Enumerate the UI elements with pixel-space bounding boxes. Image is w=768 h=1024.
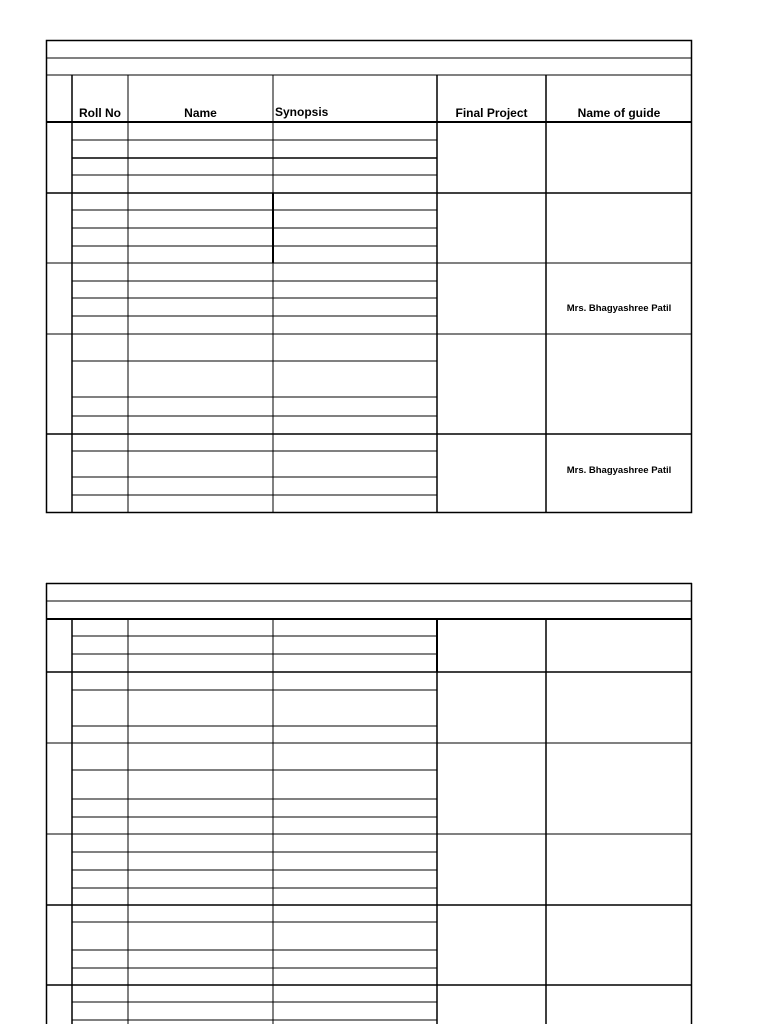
- project-table-1: [46, 40, 692, 513]
- guide-name-cell: Mrs. Bhagyashree Patil: [566, 465, 672, 476]
- header-roll-no: Roll No: [79, 106, 121, 120]
- guide-name-cell: Mrs. Bhagyashree Patil: [566, 303, 672, 314]
- header-name: Name: [184, 106, 217, 120]
- header-final-project: Final Project: [455, 106, 528, 120]
- header-synopsis: Synopsis: [275, 105, 329, 119]
- project-table-2: [46, 583, 692, 1024]
- table-2-grid: [46, 583, 692, 1024]
- header-name-of-guide: Name of guide: [577, 106, 661, 120]
